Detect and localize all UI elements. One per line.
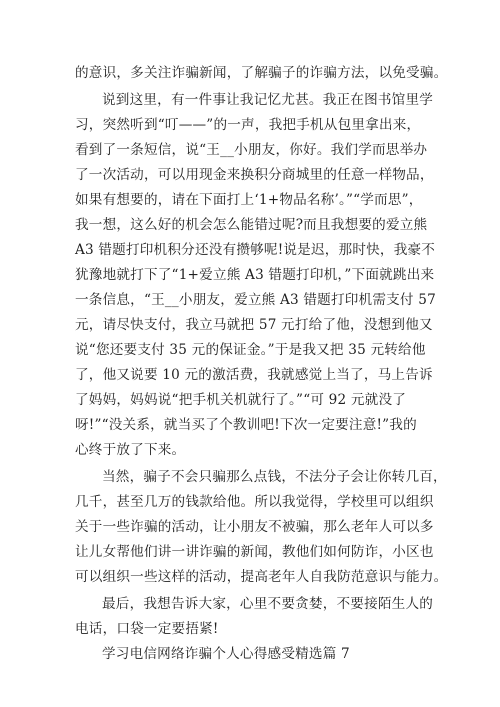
paragraph-line-4: 看到了一条短信，说“王__小朋友，你好。我们学而思举办 bbox=[75, 142, 428, 158]
paragraph-line-5: 了一次活动，可以用现金来换积分商城里的任意一样物品， bbox=[75, 167, 434, 183]
paragraph-line-23: 电话，口袋一定要捂紧! bbox=[75, 621, 219, 637]
paragraph-line-9: 犹豫地就打下了“1+爱立熊 A3 错题打印机，”下面就跳出来 bbox=[75, 267, 435, 283]
paragraph-line-11: 元，请尽快支付，我立马就把 57 元打给了他，没想到他又 bbox=[75, 317, 433, 333]
paragraph-line-12: 说“您还要支付 35 元的保证金。”于是我又把 35 元转给他 bbox=[75, 342, 426, 358]
paragraph-line-8: A3 错题打印机积分还没有攒够呢!说是迟，那时快，我豪不 bbox=[75, 242, 436, 258]
paragraph-line-17: 当然，骗子不会只骗那么点钱，不法分子会让你转几百， bbox=[102, 469, 447, 485]
paragraph-line-21: 可以组织一些这样的活动，提高老年人自我防范意识与能力。 bbox=[75, 569, 448, 585]
paragraph-line-6: 如果有想要的，请在下面打上‘1+物品名称’。”“学而思”， bbox=[75, 192, 423, 208]
paragraph-line-10: 一条信息，“王__小朋友，爱立熊 A3 错题打印机需支付 57 bbox=[75, 292, 436, 308]
paragraph-line-16: 心终于放了下来。 bbox=[75, 442, 186, 458]
paragraph-line-19: 关于一些诈骗的活动，让小朋友不被骗，那么老年人可以多 bbox=[75, 519, 434, 535]
paragraph-line-13: 了，他又说要 10 元的激活费，我就感觉上当了，马上告诉 bbox=[75, 367, 433, 383]
section-heading: 学习电信网络诈骗个人心得感受精选篇 7 bbox=[102, 646, 350, 662]
paragraph-line-18: 几千，甚至几万的钱款给他。所以我觉得，学校里可以组织 bbox=[75, 494, 434, 510]
paragraph-line-20: 让儿女帮他们讲一讲诈骗的新闻，教他们如何防诈，小区也 bbox=[75, 544, 434, 560]
paragraph-line-15: 呀!”“没关系，就当买了个教训吧!下次一定要注意!”我的 bbox=[75, 417, 417, 433]
paragraph-line-1: 的意识，多关注诈骗新闻，了解骗子的诈骗方法，以免受骗。 bbox=[75, 65, 448, 81]
paragraph-line-3: 习，突然听到“叮——”的一声，我把手机从包里拿出来， bbox=[75, 117, 421, 133]
paragraph-line-2: 说到这里，有一件事让我记忆尤甚。我正在图书馆里学 bbox=[102, 92, 434, 108]
paragraph-line-7: 我一想，这么好的机会怎么能错过呢?而且我想要的爱立熊 bbox=[75, 217, 428, 233]
paragraph-line-14: 了妈妈，妈妈说“把手机关机就行了。”“可 92 元就没了 bbox=[75, 392, 407, 408]
paragraph-line-22: 最后，我想告诉大家，心里不要贪婪，不要接陌生人的 bbox=[102, 596, 434, 612]
